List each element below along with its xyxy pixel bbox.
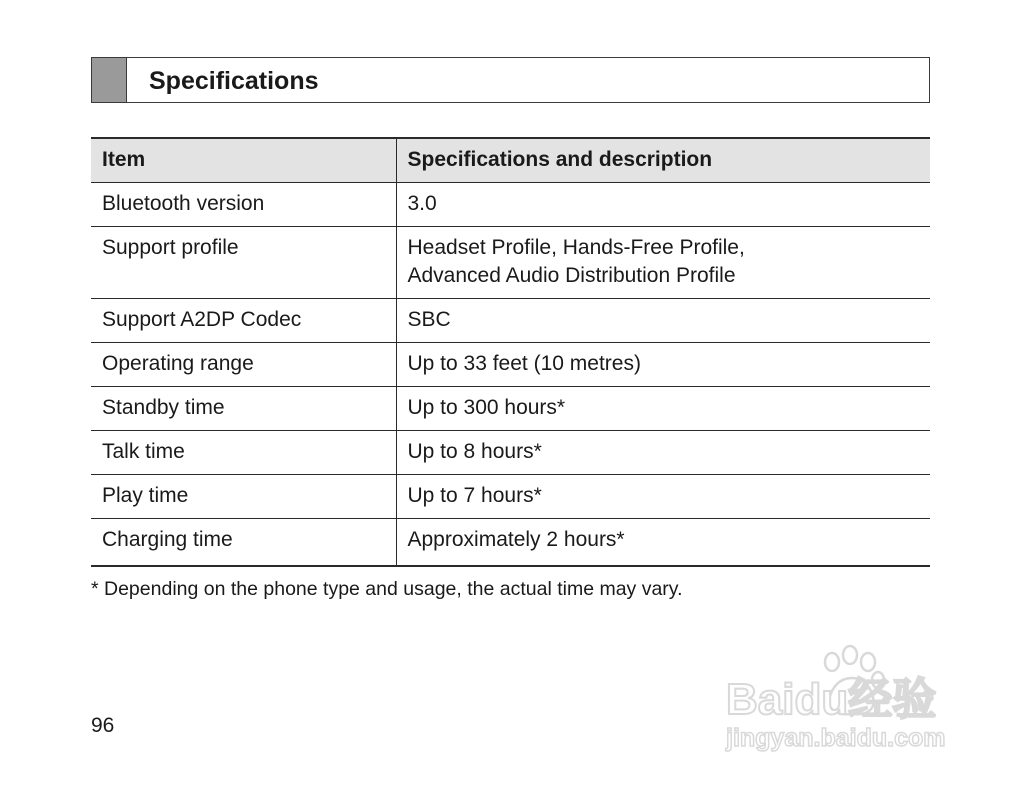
cell-item: Support A2DP Codec — [91, 299, 396, 343]
specifications-table — [91, 137, 930, 567]
description-line: Approximately 2 hours* — [407, 528, 625, 551]
footnote: * Depending on the phone type and usage, the actual time may vary. — [91, 578, 683, 600]
table-row — [91, 475, 930, 519]
baidu-watermark-logo — [722, 640, 962, 760]
table-row — [91, 431, 930, 475]
table-row — [91, 519, 930, 567]
description-line: Headset Profile, Hands-Free Profile, — [407, 236, 745, 259]
cell-item: Standby time — [91, 387, 396, 431]
column-header-description: Specifications and description — [396, 138, 930, 183]
watermark-brand: Baidu经验 — [726, 675, 937, 724]
description-line: Up to 300 hours* — [407, 396, 566, 419]
cell-description — [396, 431, 930, 475]
cell-description — [396, 299, 930, 343]
table-row — [91, 387, 930, 431]
description-line: Up to 33 feet (10 metres) — [407, 352, 641, 375]
table-header-row — [91, 138, 930, 183]
cell-description — [396, 519, 930, 567]
cell-item: Operating range — [91, 343, 396, 387]
cell-description — [396, 227, 930, 299]
table-row — [91, 299, 930, 343]
cell-item: Support profile — [91, 227, 396, 299]
cell-item: Talk time — [91, 431, 396, 475]
watermark-url: jingyan.baidu.com — [726, 724, 946, 752]
description-line: 3.0 — [407, 192, 437, 215]
description-line: Up to 7 hours* — [407, 484, 542, 507]
paw-icon — [825, 646, 884, 714]
cell-description — [396, 343, 930, 387]
table-row — [91, 227, 930, 299]
table-row — [91, 183, 930, 227]
description-line: SBC — [407, 308, 451, 331]
cell-item: Play time — [91, 475, 396, 519]
heading-marker — [92, 58, 127, 102]
description-line: Up to 8 hours* — [407, 440, 542, 463]
page-title: Specifications — [149, 67, 319, 95]
cell-description — [396, 475, 930, 519]
cell-description — [396, 183, 930, 227]
column-header-item: Item — [91, 138, 396, 183]
cell-item: Charging time — [91, 519, 396, 567]
cell-item: Bluetooth version — [91, 183, 396, 227]
table-row — [91, 343, 930, 387]
page-number: 96 — [91, 714, 115, 737]
section-heading — [91, 57, 930, 103]
cell-description — [396, 387, 930, 431]
description-line: Advanced Audio Distribution Profile — [407, 264, 736, 287]
